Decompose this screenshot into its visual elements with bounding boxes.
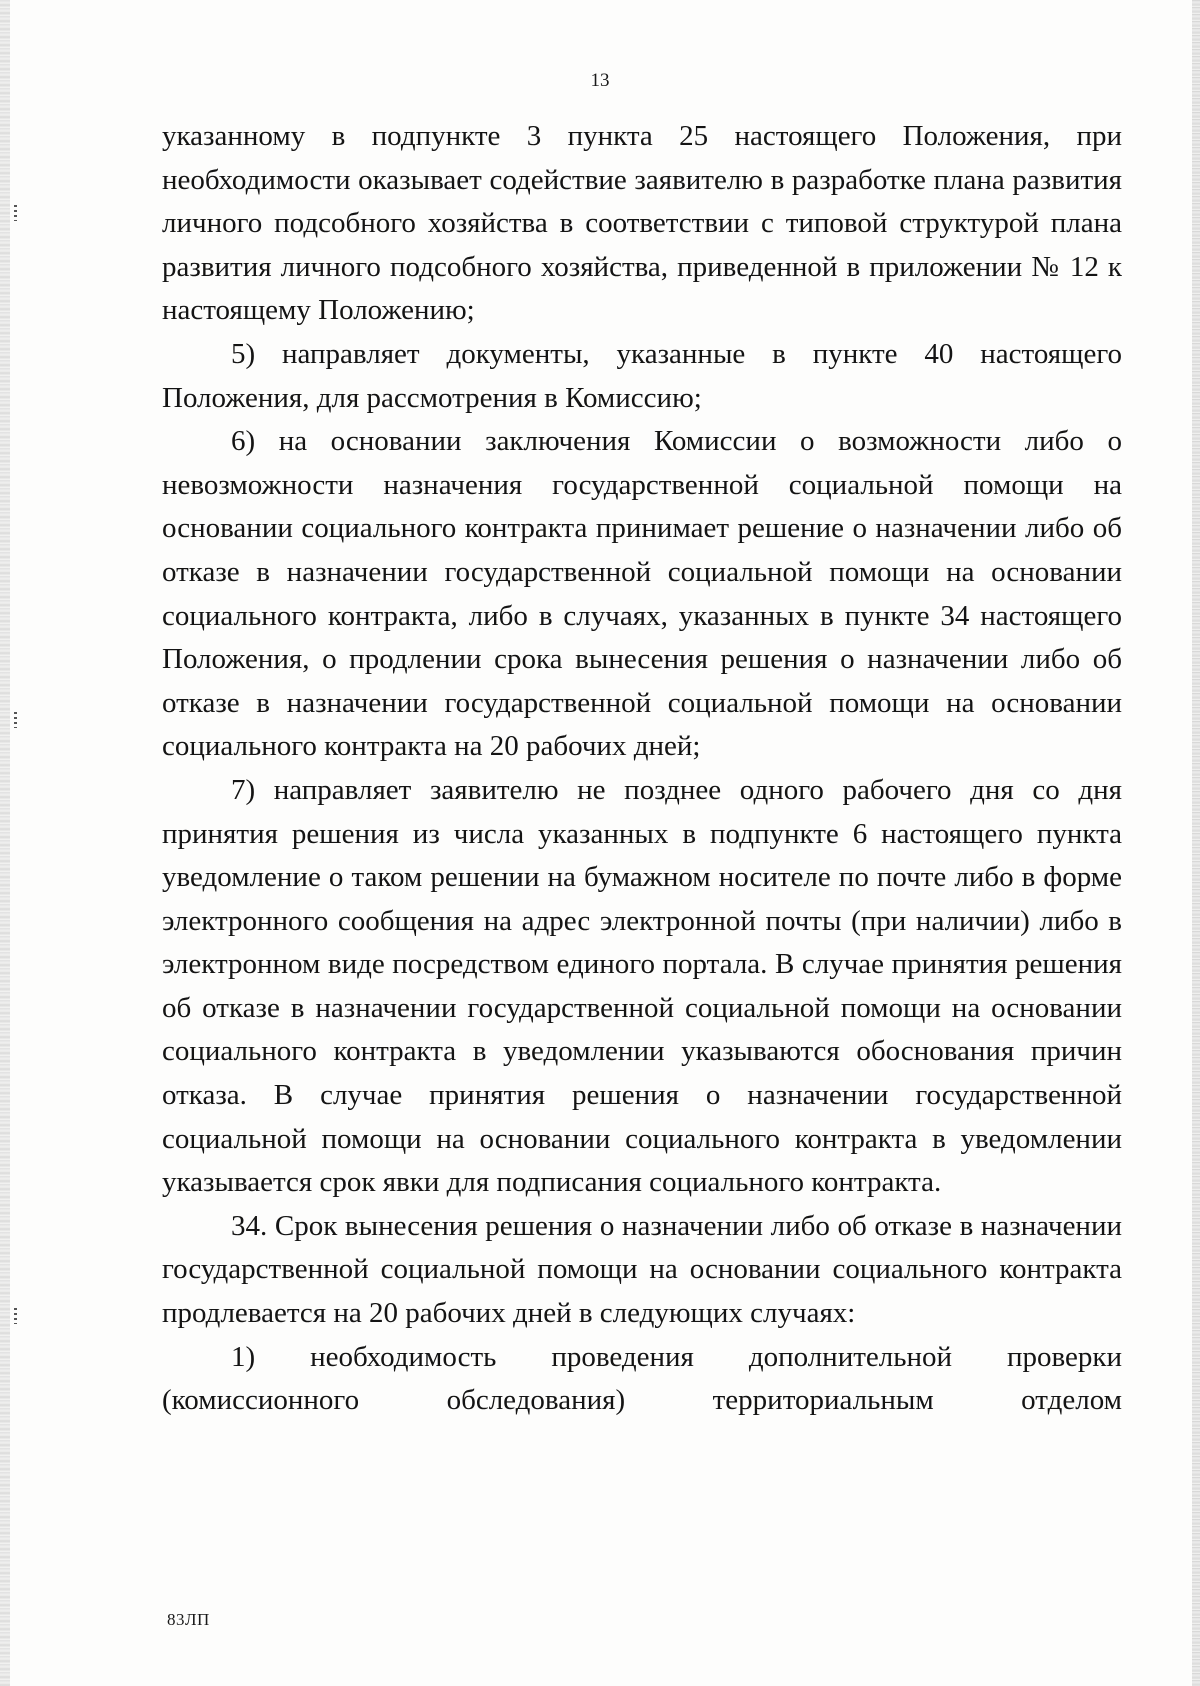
page-number: 13 bbox=[590, 70, 610, 91]
document-body bbox=[162, 115, 1122, 1423]
paragraph-item-5: 5) направляет документы, указанные в пункте 40 настоящего Положения, для рассмотрения в Комиссию; bbox=[162, 337, 1122, 414]
scan-edge-left bbox=[0, 0, 10, 1686]
punch-mark bbox=[14, 205, 17, 221]
paragraph-item-6: 6) на основании заключения Комиссии о возможности либо о невозможности назначения государственной социальной помощи на основании социального контракта принимает решение о назначении либо об отказе в назначении государственной социальной помощи на основании социального контракта, либо в случаях, указанных в пункте 34 настоящего Положения, о продлении срока вынесения решения о назначении либо об отказе в назначении государственной социальной помощи на основании социального контракта на 20 рабочих дней; bbox=[162, 425, 1122, 763]
footer-code: 83ЛП bbox=[167, 1610, 210, 1629]
paragraph-subitem-1: 1) необходимость проведения дополнительной проверки (комиссионного обследования) территориальным отделом bbox=[162, 1340, 1122, 1417]
punch-mark bbox=[14, 712, 17, 728]
punch-mark bbox=[14, 1308, 17, 1324]
paragraph-item-7: 7) направляет заявителю не позднее одного рабочего дня со дня принятия решения из числа указанных в подпункте 6 настоящего пункта уведомление о таком решении на бумажном носителе по почте либо в форме электронного сообщения на адрес электронной почты (при наличии) либо в электронном виде посредством единого портала. В случае принятия решения об отказе в назначении государственной социальной помощи на основании социального контракта в уведомлении указываются обоснования причин отказа. В случае принятия решения о назначении государственной социальной помощи на основании социального контракта в уведомлении указывается срок явки для подписания социального контракта. bbox=[162, 773, 1122, 1199]
scan-edge-right bbox=[1192, 0, 1200, 1686]
paragraph-clause-34: 34. Срок вынесения решения о назначении либо об отказе в назначении государственной социальной помощи на основании социального контракта продлевается на 20 рабочих дней в следующих случаях: bbox=[162, 1209, 1122, 1330]
paragraph-continuation: указанному в подпункте 3 пункта 25 настоящего Положения, при необходимости оказывает содействие заявителю в разработке плана развития личного подсобного хозяйства в соответствии с типовой структурой плана развития личного подсобного хозяйства, приведенной в приложении № 12 к настоящему Положению; bbox=[162, 120, 1122, 327]
